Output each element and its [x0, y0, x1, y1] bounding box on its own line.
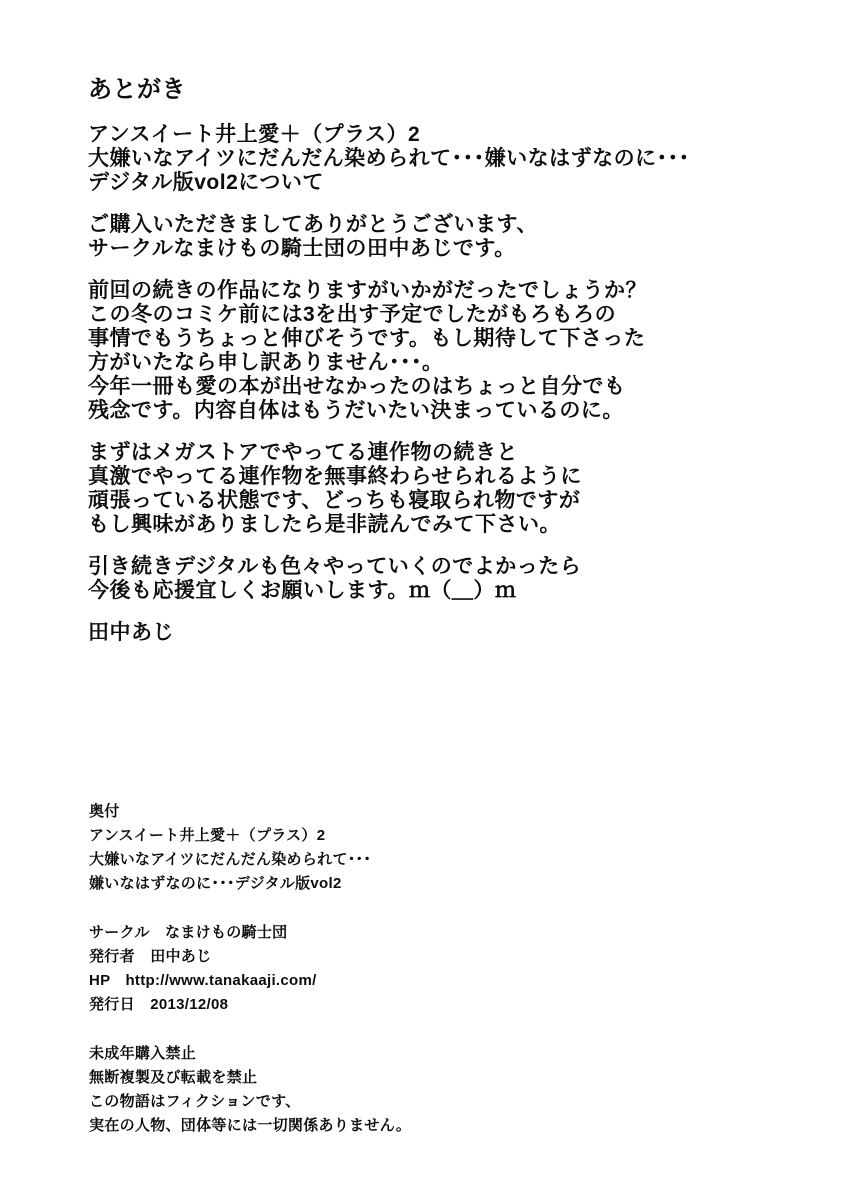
text-line: サークルなまけもの騎士団の田中あじです。 — [88, 237, 516, 260]
work-title-block — [88, 123, 768, 195]
colophon-title-block — [89, 800, 649, 896]
colophon-work-subtitle: 大嫌いなアイツにだんだん染められて･･･ — [89, 851, 372, 868]
work-title-line: アンスイート井上愛＋（プラス）2 — [88, 123, 421, 146]
colophon-work-title: アンスイート井上愛＋（プラス）2 — [89, 827, 326, 844]
author-signature: 田中あじ — [88, 621, 174, 644]
text-line: 頑張っている状態です、どっちも寝取られ物ですが — [88, 489, 581, 512]
publication-info-block — [89, 921, 649, 1017]
circle-name-line: サークル なまけもの騎士団 — [89, 924, 288, 941]
notice-line: この物語はフィクションです、 — [89, 1093, 301, 1110]
publication-date-line: 発行日 2013/12/08 — [89, 996, 229, 1013]
notice-line: 未成年購入禁止 — [89, 1045, 197, 1062]
colophon-work-edition: 嫌いなはずなのに･･･デジタル版vol2 — [89, 875, 342, 892]
text-line: 事情でもうちょっと伸びそうです。もし期待して下さった — [88, 327, 646, 350]
text-line: 引き続きデジタルも色々やっていくのでよかったら — [88, 555, 582, 578]
text-line: 前回の続きの作品になりますがいかがだったでしょうか？ — [88, 279, 647, 302]
publisher-line: 発行者 田中あじ — [89, 948, 212, 965]
work-edition-line: デジタル版vol2について — [88, 171, 324, 194]
progress-paragraph — [88, 279, 768, 423]
text-line: 真激でやってる連作物を無事終わらせられるように — [88, 465, 582, 488]
text-line: 今年一冊も愛の本が出せなかったのはちょっと自分でも — [88, 375, 626, 398]
text-line: ご購入いただきましてありがとうございます、 — [88, 213, 538, 236]
colophon-label: 奥付 — [89, 803, 120, 820]
notice-line: 無断複製及び転載を禁止 — [89, 1069, 258, 1086]
text-line: 残念です。内容自体はもうだいたい決まっているのに。 — [88, 399, 624, 422]
text-line: この冬のコミケ前には3を出す予定でしたがもろもろの — [88, 303, 617, 326]
homepage-url-line: HP http://www.tanakaaji.com/ — [89, 972, 317, 989]
thanks-paragraph — [88, 213, 768, 261]
closing-paragraph — [88, 555, 768, 603]
legal-notices-block — [89, 1042, 649, 1138]
notice-line: 実在の人物、団体等には一切関係ありません。 — [89, 1117, 412, 1134]
text-line: もし興味がありましたら是非読んでみて下さい。 — [88, 513, 561, 536]
text-line: まずはメガストアでやってる連作物の続きと — [88, 441, 518, 464]
text-line: 方がいたなら申し訳ありません･･･。 — [88, 351, 444, 374]
serials-paragraph — [88, 441, 768, 537]
text-line: 今後も応援宜しくお願いします。ｍ（＿）ｍ — [88, 579, 517, 602]
afterword-heading: あとがき — [88, 76, 186, 103]
work-subtitle-line: 大嫌いなアイツにだんだん染められて･･･嫌いなはずなのに･･･ — [88, 147, 690, 170]
colophon-section — [89, 800, 649, 1163]
afterword-section — [88, 76, 768, 663]
